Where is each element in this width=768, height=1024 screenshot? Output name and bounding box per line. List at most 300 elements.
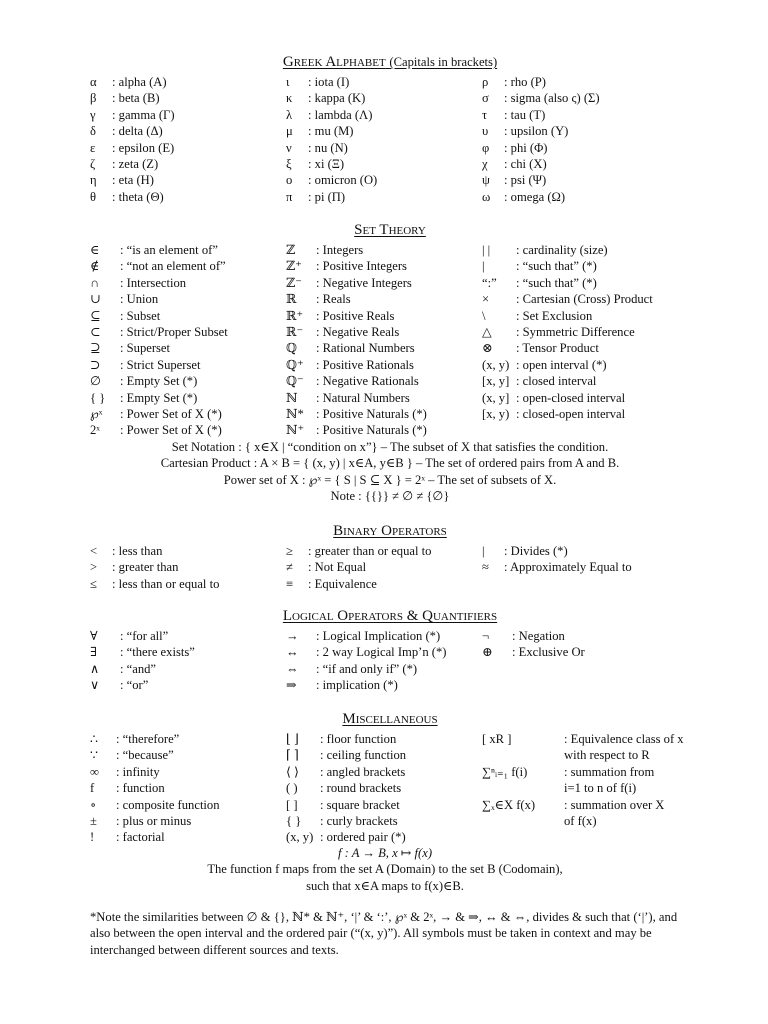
binary-symbol: ≡ bbox=[286, 576, 294, 591]
set-symbol: ℝ⁻ bbox=[286, 324, 304, 339]
binary-section bbox=[90, 522, 690, 592]
set-description: : open interval (*) bbox=[516, 357, 607, 372]
misc-symbol: ! bbox=[90, 830, 95, 845]
set-description: : Positive Naturals (*) bbox=[316, 423, 427, 438]
greek-row bbox=[482, 140, 690, 156]
logical-col-2 bbox=[286, 628, 482, 694]
logical-row bbox=[286, 661, 482, 677]
binary-row bbox=[286, 559, 482, 575]
misc-description: : infinity bbox=[116, 764, 160, 779]
binary-description: : less than bbox=[112, 544, 163, 558]
greek-row bbox=[286, 140, 482, 156]
greek-description: : tau (T) bbox=[504, 107, 546, 122]
function-formula: f : A → B, x ↦ f(x) bbox=[337, 846, 433, 860]
greek-row bbox=[482, 107, 690, 123]
misc-row bbox=[286, 764, 482, 780]
set-symbol: ⊆ bbox=[90, 308, 101, 323]
logical-description: : “or” bbox=[120, 678, 149, 693]
set-row bbox=[90, 275, 286, 291]
logical-symbol: ¬ bbox=[482, 629, 490, 643]
set-symbol: [x, y) bbox=[482, 406, 510, 421]
set-row bbox=[90, 291, 286, 307]
binary-symbol: ≈ bbox=[482, 560, 489, 575]
misc-row bbox=[90, 747, 286, 763]
binary-description: : less than or equal to bbox=[112, 576, 220, 591]
greek-row bbox=[286, 90, 482, 106]
set-row bbox=[482, 258, 690, 274]
greek-symbol: γ bbox=[90, 107, 96, 122]
greek-description: : psi (Ψ) bbox=[504, 173, 547, 188]
misc-row bbox=[90, 797, 286, 813]
binary-row bbox=[286, 543, 482, 559]
greek-description: : epsilon (E) bbox=[112, 140, 175, 155]
set-symbol: ⊂ bbox=[90, 324, 101, 339]
set-description: : Empty Set (*) bbox=[120, 390, 198, 405]
logical-symbol: ∀ bbox=[90, 629, 98, 643]
set-theory-title: Set Theory bbox=[354, 222, 426, 238]
set-description: : Symmetric Difference bbox=[516, 324, 635, 339]
logical-row bbox=[90, 644, 286, 660]
set-description: : “such that” (*) bbox=[516, 275, 597, 290]
greek-description: : sigma (also ς) (Σ) bbox=[504, 91, 600, 106]
misc-row bbox=[90, 780, 286, 796]
greek-row bbox=[90, 156, 286, 172]
set-description: : Set Exclusion bbox=[516, 308, 593, 323]
greek-row bbox=[286, 123, 482, 139]
set-description: : Power Set of X (*) bbox=[120, 423, 222, 438]
logical-description: : “if and only if” (*) bbox=[316, 661, 418, 676]
set-symbol: ℕ bbox=[286, 390, 298, 405]
misc-col-2 bbox=[286, 731, 482, 846]
set-symbol: 2ˣ bbox=[90, 423, 100, 438]
misc-row bbox=[286, 829, 482, 845]
greek-description: : omega (Ω) bbox=[504, 189, 566, 204]
misc-row bbox=[482, 797, 690, 813]
set-description: : Strict Superset bbox=[120, 357, 201, 372]
misc-description: : floor function bbox=[320, 732, 397, 746]
misc-symbol: ∘ bbox=[90, 797, 97, 812]
greek-symbol: ξ bbox=[286, 156, 292, 171]
greek-description: : xi (Ξ) bbox=[308, 156, 345, 171]
set-symbol: ℘ˣ bbox=[90, 406, 103, 421]
misc-description: : Equivalence class of x bbox=[564, 732, 684, 746]
misc-title: Miscellaneous bbox=[342, 711, 438, 727]
set-description: : Positive Naturals (*) bbox=[316, 406, 427, 421]
logical-description: : Exclusive Or bbox=[512, 645, 585, 660]
greek-row bbox=[482, 189, 690, 205]
misc-row bbox=[90, 764, 286, 780]
set-description: : cardinality (size) bbox=[516, 243, 608, 257]
set-symbol: ∩ bbox=[90, 275, 100, 290]
set-row bbox=[286, 373, 482, 389]
binary-row bbox=[286, 576, 482, 592]
logical-row bbox=[286, 628, 482, 644]
set-description: : Reals bbox=[316, 292, 351, 307]
set-symbol: ℚ⁻ bbox=[286, 374, 304, 389]
binary-row bbox=[90, 559, 286, 575]
misc-description: : “because” bbox=[116, 748, 174, 763]
misc-description: : angled brackets bbox=[320, 764, 406, 779]
misc-symbol: ⌈ ⌉ bbox=[286, 748, 299, 763]
set-description: : Negative Reals bbox=[316, 324, 400, 339]
logical-description: : implication (*) bbox=[316, 678, 398, 693]
set-symbol: ℤ⁺ bbox=[286, 259, 302, 274]
misc-description: : summation over X bbox=[564, 797, 665, 812]
greek-row bbox=[286, 156, 482, 172]
greek-symbol: α bbox=[90, 75, 97, 89]
misc-symbol: ∵ bbox=[90, 748, 99, 763]
greek-symbol: δ bbox=[90, 124, 96, 139]
set-row bbox=[482, 242, 690, 258]
binary-symbol: > bbox=[90, 560, 98, 575]
set-note-line: Set Notation : { x∈X | “condition on x”} – The subset of X that satisfies the condition. bbox=[171, 440, 609, 454]
set-row bbox=[482, 340, 690, 356]
logical-description: : “for all” bbox=[120, 629, 169, 643]
set-symbol: \ bbox=[482, 308, 486, 323]
set-row bbox=[482, 406, 690, 422]
set-col-3 bbox=[482, 242, 690, 439]
logical-description: : “and” bbox=[120, 661, 157, 676]
greek-description: : phi (Φ) bbox=[504, 140, 548, 155]
set-note-line: Cartesian Product : A × B = { (x, y) | x∈A, y∈B } – The set of ordered pairs from A and B. bbox=[160, 456, 620, 471]
greek-col-1 bbox=[90, 74, 286, 205]
greek-description: : chi (X) bbox=[504, 156, 547, 171]
greek-description: : alpha (A) bbox=[112, 75, 167, 89]
set-symbol: ℝ⁺ bbox=[286, 308, 304, 323]
set-description: : Strict/Proper Subset bbox=[120, 324, 228, 339]
set-row bbox=[482, 308, 690, 324]
set-row bbox=[482, 390, 690, 406]
greek-col-2 bbox=[286, 74, 482, 205]
misc-description: of f(x) bbox=[564, 813, 597, 828]
greek-description: : delta (Δ) bbox=[112, 124, 163, 139]
binary-symbol: ≠ bbox=[286, 560, 293, 575]
misc-section bbox=[90, 710, 690, 846]
set-col-2 bbox=[286, 242, 482, 439]
set-row bbox=[90, 373, 286, 389]
set-note-line: Note : {{}} ≠ ∅ ≠ {∅} bbox=[330, 489, 450, 504]
greek-symbol: ψ bbox=[482, 173, 490, 188]
set-row bbox=[286, 357, 482, 373]
misc-row bbox=[482, 780, 690, 796]
greek-description: : mu (M) bbox=[308, 124, 354, 139]
greek-row bbox=[90, 140, 286, 156]
misc-symbol: (x, y) bbox=[286, 830, 314, 845]
set-symbol: ℚ⁺ bbox=[286, 357, 304, 372]
logical-section bbox=[90, 607, 690, 694]
logical-symbol: → bbox=[286, 629, 299, 643]
greek-symbol: θ bbox=[90, 189, 97, 204]
greek-description: : iota (I) bbox=[308, 75, 350, 89]
set-row bbox=[286, 324, 482, 340]
logical-description: : Negation bbox=[512, 629, 565, 643]
set-row bbox=[482, 373, 690, 389]
set-description: : Tensor Product bbox=[516, 341, 599, 356]
misc-description: : curly brackets bbox=[320, 813, 398, 828]
misc-row bbox=[286, 780, 482, 796]
set-description: : “not an element of” bbox=[120, 259, 226, 274]
set-symbol: ∅ bbox=[90, 374, 101, 389]
logical-col-1 bbox=[90, 628, 286, 694]
binary-row bbox=[90, 576, 286, 592]
set-symbol: ⊇ bbox=[90, 341, 101, 356]
set-description: : closed-open interval bbox=[516, 406, 626, 421]
set-description: : Positive Rationals bbox=[316, 357, 414, 372]
set-theory-section bbox=[90, 221, 690, 439]
greek-description: : omicron (O) bbox=[308, 173, 378, 188]
binary-col-3 bbox=[482, 543, 690, 592]
set-description: : Empty Set (*) bbox=[120, 374, 198, 389]
greek-row bbox=[482, 90, 690, 106]
greek-section bbox=[90, 53, 690, 205]
set-symbol: (x, y) bbox=[482, 357, 510, 372]
greek-symbol: η bbox=[90, 173, 97, 188]
greek-row bbox=[482, 74, 690, 90]
set-symbol: | bbox=[482, 259, 485, 274]
set-symbol: ∉ bbox=[90, 259, 100, 274]
set-row bbox=[482, 357, 690, 373]
set-symbol: ⊃ bbox=[90, 357, 101, 372]
binary-symbol: < bbox=[90, 544, 98, 558]
greek-row bbox=[90, 123, 286, 139]
set-symbol: ℕ⁺ bbox=[286, 423, 305, 438]
greek-symbol: ζ bbox=[90, 156, 96, 171]
greek-description: : eta (H) bbox=[112, 173, 154, 188]
logical-title: Logical Operators & Quantifiers bbox=[282, 608, 498, 624]
set-description: : “such that” (*) bbox=[516, 259, 597, 274]
set-row bbox=[286, 275, 482, 291]
greek-symbol: χ bbox=[482, 156, 488, 171]
greek-row bbox=[90, 189, 286, 205]
set-description: : Positive Integers bbox=[316, 259, 407, 274]
logical-row bbox=[286, 644, 482, 660]
binary-description: : Approximately Equal to bbox=[504, 560, 632, 575]
binary-row bbox=[482, 543, 690, 559]
greek-symbol: ο bbox=[286, 173, 293, 188]
set-row bbox=[482, 291, 690, 307]
greek-symbol: ε bbox=[90, 140, 96, 155]
set-row bbox=[482, 275, 690, 291]
logical-row bbox=[90, 628, 286, 644]
greek-symbol: κ bbox=[286, 91, 293, 106]
set-col-1 bbox=[90, 242, 286, 439]
set-row bbox=[286, 340, 482, 356]
misc-description: : factorial bbox=[116, 830, 165, 845]
misc-row bbox=[482, 764, 690, 780]
set-symbol: ℤ bbox=[286, 243, 296, 257]
misc-symbol: ∞ bbox=[90, 764, 99, 779]
set-description: : closed interval bbox=[516, 374, 597, 389]
misc-symbol: ⟨ ⟩ bbox=[286, 764, 299, 779]
logical-row bbox=[286, 677, 482, 693]
greek-symbol: π bbox=[286, 189, 293, 204]
set-symbol: ℤ⁻ bbox=[286, 275, 302, 290]
misc-symbol: ⌊ ⌋ bbox=[286, 732, 299, 746]
set-symbol: ⊗ bbox=[482, 341, 493, 356]
binary-col-1 bbox=[90, 543, 286, 592]
set-row bbox=[90, 340, 286, 356]
misc-symbol bbox=[482, 747, 564, 763]
misc-row bbox=[90, 731, 286, 747]
binary-title: Binary Operators bbox=[333, 523, 447, 539]
misc-description: i=1 to n of f(i) bbox=[564, 781, 637, 796]
greek-symbol: β bbox=[90, 91, 97, 106]
greek-col-3 bbox=[482, 74, 690, 205]
misc-description: : summation from bbox=[564, 764, 655, 779]
misc-col-1 bbox=[90, 731, 286, 846]
misc-row bbox=[286, 731, 482, 747]
greek-description: : gamma (Γ) bbox=[112, 107, 175, 122]
misc-symbol: ∑ⁿᵢ₌₁ f(i) bbox=[482, 764, 528, 779]
set-symbol: △ bbox=[482, 324, 492, 339]
function-definition bbox=[90, 845, 680, 894]
binary-description: : Divides (*) bbox=[504, 544, 568, 558]
logical-row bbox=[482, 628, 690, 644]
logical-symbol: ∃ bbox=[90, 645, 97, 660]
greek-symbol: μ bbox=[286, 124, 293, 139]
set-row bbox=[482, 324, 690, 340]
misc-description: : function bbox=[116, 781, 165, 796]
binary-symbol: ≥ bbox=[286, 544, 293, 558]
set-description: : Natural Numbers bbox=[316, 390, 410, 405]
logical-row bbox=[90, 661, 286, 677]
set-row bbox=[90, 406, 286, 422]
set-row bbox=[90, 357, 286, 373]
greek-symbol: ι bbox=[286, 75, 290, 89]
misc-description: : “therefore” bbox=[116, 732, 180, 746]
binary-col-2 bbox=[286, 543, 482, 592]
logical-symbol: ∧ bbox=[90, 661, 100, 676]
footnote: *Note the similarities between ∅ & {}, ℕ* & ℕ⁺, ‘|’ & ‘:’, ℘ˣ & 2ˣ, → & ⇒, ↔ & ⇔, divides & such that (‘|’), and also between the open interval and the ordered pair (“(x, y)”). All symbols must be taken in context and may be interchanged between different sources and texts. bbox=[90, 910, 678, 957]
greek-description: : theta (Θ) bbox=[112, 189, 164, 204]
logical-row bbox=[90, 677, 286, 693]
set-description: : Integers bbox=[316, 243, 364, 257]
logical-description: : “there exists” bbox=[120, 645, 195, 660]
misc-row bbox=[90, 829, 286, 845]
set-symbol: ℕ* bbox=[286, 406, 304, 421]
logical-symbol: ⊕ bbox=[482, 645, 493, 660]
set-description: : Intersection bbox=[120, 275, 187, 290]
binary-description: : Not Equal bbox=[308, 560, 367, 575]
logical-symbol: ∨ bbox=[90, 678, 100, 693]
misc-row bbox=[286, 813, 482, 829]
greek-symbol: υ bbox=[482, 124, 489, 139]
binary-row bbox=[482, 559, 690, 575]
set-symbol: (x, y] bbox=[482, 390, 510, 405]
greek-title: Greek Alphabet (Capitals in brackets) bbox=[282, 54, 498, 70]
set-row bbox=[286, 406, 482, 422]
set-description: : Superset bbox=[120, 341, 171, 356]
misc-symbol: f bbox=[90, 781, 95, 796]
set-row bbox=[286, 258, 482, 274]
greek-row bbox=[286, 189, 482, 205]
set-symbol: “:” bbox=[482, 275, 497, 290]
misc-description: : round brackets bbox=[320, 781, 402, 796]
greek-row bbox=[90, 107, 286, 123]
set-row bbox=[90, 308, 286, 324]
greek-description: : beta (B) bbox=[112, 91, 160, 106]
misc-symbol: ± bbox=[90, 813, 97, 828]
greek-symbol: σ bbox=[482, 91, 489, 106]
logical-description: : 2 way Logical Imp’n (*) bbox=[316, 645, 447, 660]
binary-description: : greater than bbox=[112, 560, 179, 575]
set-row bbox=[90, 324, 286, 340]
greek-description: : zeta (Z) bbox=[112, 156, 159, 171]
set-symbol: [x, y] bbox=[482, 374, 510, 389]
misc-row bbox=[286, 797, 482, 813]
set-description: : Positive Reals bbox=[316, 308, 395, 323]
function-line: The function f maps from the set A (Domain) to the set B (Codomain), bbox=[207, 862, 563, 877]
binary-symbol: ≤ bbox=[90, 576, 97, 591]
misc-row bbox=[482, 747, 690, 763]
misc-description: : ordered pair (*) bbox=[320, 830, 406, 845]
logical-col-3 bbox=[482, 628, 690, 694]
greek-description: : upsilon (Y) bbox=[504, 124, 569, 139]
set-description: : open-closed interval bbox=[516, 390, 626, 405]
set-symbol: × bbox=[482, 292, 490, 307]
logical-row bbox=[482, 644, 690, 660]
set-row bbox=[286, 242, 482, 258]
misc-description: with respect to R bbox=[564, 748, 650, 763]
set-row bbox=[90, 390, 286, 406]
set-symbol: ℝ bbox=[286, 292, 297, 307]
greek-symbol: ω bbox=[482, 189, 491, 204]
greek-symbol: λ bbox=[286, 107, 293, 122]
greek-row bbox=[90, 90, 286, 106]
function-line: such that x∈A maps to f(x)∈B. bbox=[306, 878, 464, 893]
set-description: : “is an element of” bbox=[120, 243, 218, 257]
binary-row bbox=[90, 543, 286, 559]
greek-row bbox=[482, 156, 690, 172]
greek-symbol: φ bbox=[482, 140, 490, 155]
logical-symbol: ⇔ bbox=[286, 661, 299, 676]
greek-row bbox=[286, 172, 482, 188]
set-description: : Negative Integers bbox=[316, 275, 412, 290]
misc-symbol bbox=[482, 813, 564, 829]
binary-symbol: | bbox=[482, 544, 485, 558]
misc-row bbox=[90, 813, 286, 829]
misc-symbol: [ ] bbox=[286, 797, 298, 812]
misc-symbol: ∑ₓ∈X f(x) bbox=[482, 797, 536, 812]
set-row bbox=[286, 390, 482, 406]
misc-description: : composite function bbox=[116, 797, 220, 812]
greek-symbol: ν bbox=[286, 140, 292, 155]
misc-row bbox=[286, 747, 482, 763]
logical-symbol: ⇒ bbox=[286, 678, 297, 693]
binary-description: : Equivalence bbox=[308, 576, 377, 591]
misc-symbol bbox=[482, 780, 564, 796]
greek-row bbox=[482, 123, 690, 139]
greek-description: : pi (Π) bbox=[308, 189, 346, 204]
set-row bbox=[90, 258, 286, 274]
set-description: : Cartesian (Cross) Product bbox=[516, 292, 653, 307]
greek-row bbox=[90, 74, 286, 90]
set-symbol: { } bbox=[90, 390, 106, 405]
set-row bbox=[286, 291, 482, 307]
greek-row bbox=[482, 172, 690, 188]
binary-description: : greater than or equal to bbox=[308, 544, 432, 558]
greek-description: : nu (N) bbox=[308, 140, 348, 155]
greek-description: : kappa (K) bbox=[308, 91, 366, 106]
set-row bbox=[286, 308, 482, 324]
set-note-line: Power set of X : ℘ˣ = { S | S ⊆ X } = 2ˣ – The set of subsets of X. bbox=[223, 472, 557, 487]
greek-row bbox=[90, 172, 286, 188]
logical-symbol: ↔ bbox=[286, 645, 299, 660]
logical-description: : Logical Implication (*) bbox=[316, 629, 441, 643]
greek-row bbox=[286, 74, 482, 90]
misc-col-3 bbox=[482, 731, 690, 846]
greek-symbol: ρ bbox=[482, 75, 489, 89]
